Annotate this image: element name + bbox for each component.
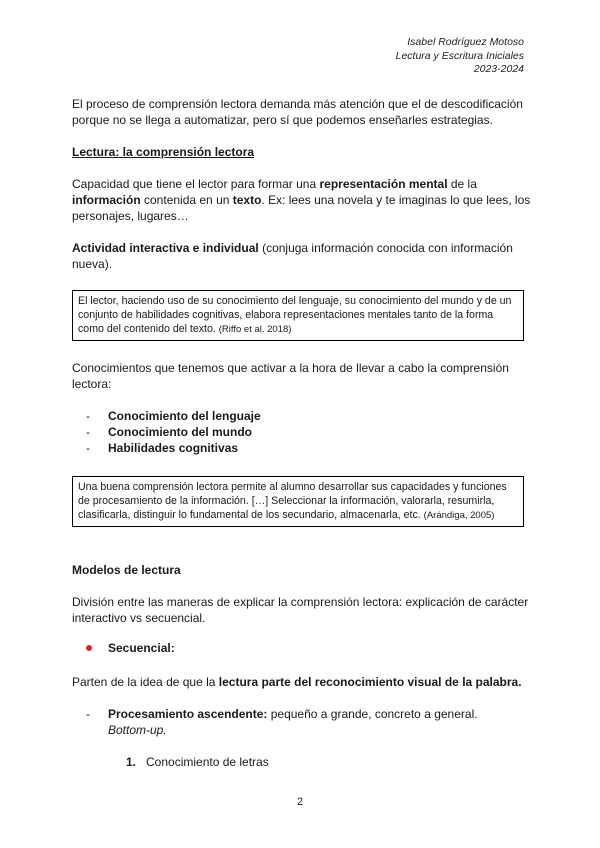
- secuencial-label: Secuencial:: [108, 641, 175, 655]
- quote-box-arandiga: Una buena comprensión lectora permite al alumno desarrollar sus capacidades y funciones de procesamiento de la información. […] Seleccionar la información, valorarla, resumirla, clasificarla, distinguir lo fundamental de los secundario, almacenarla, etc. (Arándiga, 2005): [72, 476, 524, 527]
- parten-paragraph: Parten de la idea de que la lectura parte del reconocimiento visual de la palabra.: [72, 675, 522, 689]
- header-author: Isabel Rodríguez Motoso: [407, 36, 524, 48]
- knowledge-list: [86, 408, 261, 456]
- bullet-secuencial: [86, 640, 175, 656]
- header-course: Lectura y Escritura Iniciales: [395, 49, 524, 62]
- division-paragraph: División entre las maneras de explicar la comprensión lectora: explicación de carácter interactivo vs secuencial.: [72, 595, 529, 625]
- red-bullet-icon: [86, 645, 92, 651]
- knowledge-intro: Conocimientos que tenemos que activar a la hora de llevar a cabo la comprensión lectora:: [72, 361, 509, 391]
- activity-paragraph: Actividad interactiva e individual (conjuga información conocida con información nueva).: [72, 241, 513, 271]
- list-item: - Conocimiento del mundo: [86, 425, 252, 439]
- definition-paragraph: Capacidad que tiene el lector para formar una representación mental de la información contenida en un texto. Ex: lees una novela y te imaginas lo que lees, los personajes, lugares…: [72, 177, 531, 223]
- section-title-comprension: Lectura: la comprensión lectora: [72, 145, 255, 159]
- bottom-up-label: Bottom-up.: [108, 723, 167, 737]
- page-number: 2: [296, 796, 304, 808]
- section-title-modelos: Modelos de lectura: [72, 563, 181, 577]
- numbered-item: 1. Conocimiento de letras: [126, 755, 269, 769]
- quote-box-riffo: El lector, haciendo uso de su conocimiento del lenguaje, su conocimiento del mundo y de un conjunto de habilidades cognitivas, elabora representaciones mentales tanto de la forma como del contenido del texto. (Riffo et al. 2018): [72, 290, 524, 341]
- intro-paragraph: El proceso de comprensión lectora demanda más atención que el de descodificación porque no se llega a automatizar, pero sí que podemos enseñarles estrategias.: [72, 97, 523, 127]
- document-header: [396, 36, 524, 77]
- ascendente-item: - Procesamiento ascendente: pequeño a grande, concreto a general. Bottom-up.: [86, 707, 478, 737]
- header-year: 2023-2024: [473, 63, 524, 75]
- list-item: - Habilidades cognitivas: [86, 441, 239, 455]
- list-item: - Conocimiento del lenguaje: [86, 409, 261, 423]
